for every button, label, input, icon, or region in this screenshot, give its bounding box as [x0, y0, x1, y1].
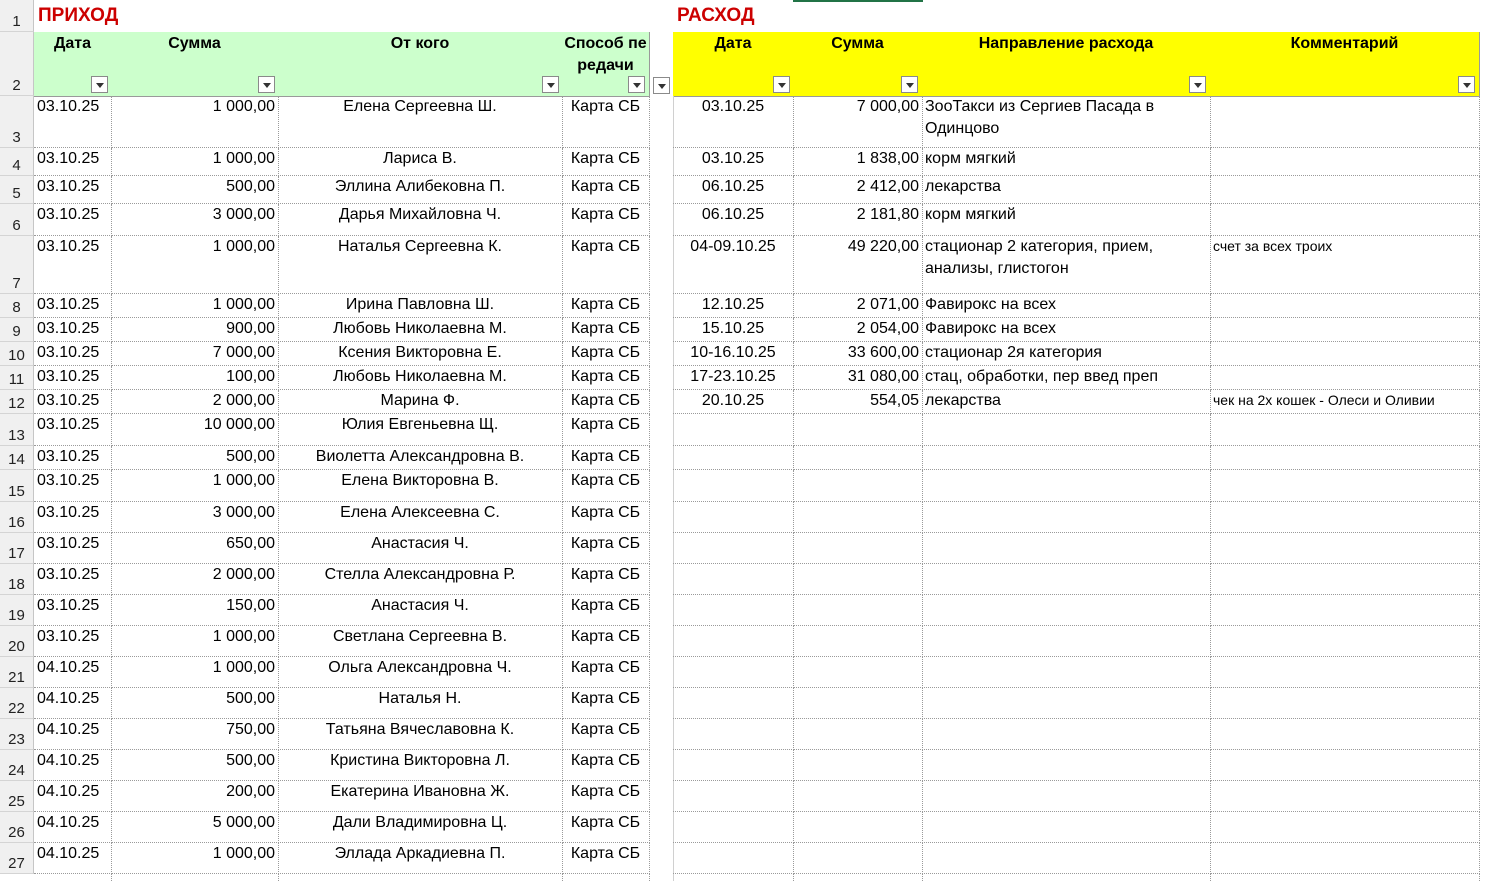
row-header[interactable]: 25: [0, 781, 34, 812]
income-cell-date[interactable]: 03.10.25: [34, 414, 112, 446]
expense-cell-purpose[interactable]: [922, 843, 1211, 874]
income-cell-from[interactable]: Кристина Викторовна Л.: [278, 750, 563, 781]
expense-cell-date[interactable]: 12.10.25: [673, 294, 794, 318]
expense-cell-purpose[interactable]: стационар 2я категория: [922, 342, 1211, 366]
expense-cell-comment[interactable]: [1210, 688, 1480, 719]
income-cell-amount[interactable]: 2 000,00: [111, 564, 279, 595]
expense-cell-date[interactable]: [673, 781, 794, 812]
expense-cell-comment[interactable]: [1210, 843, 1480, 874]
row-header[interactable]: 12: [0, 390, 34, 414]
expense-cell-comment[interactable]: [1210, 470, 1480, 502]
income-cell-from[interactable]: Эллада Аркадиевна П.: [278, 843, 563, 874]
expense-cell-amount[interactable]: 2 181,80: [793, 204, 923, 236]
expense-cell-date[interactable]: 17-23.10.25: [673, 366, 794, 390]
row-header[interactable]: 5: [0, 176, 34, 204]
expense-cell-purpose[interactable]: [922, 446, 1211, 470]
income-cell-from[interactable]: Екатерина Ивановна Ж.: [278, 781, 563, 812]
income-cell-amount[interactable]: 7 000,00: [111, 342, 279, 366]
income-cell-method[interactable]: Карта СБ: [562, 176, 650, 204]
income-cell-method[interactable]: Карта СБ: [562, 533, 650, 564]
expense-cell-date[interactable]: 04-09.10.25: [673, 236, 794, 294]
expense-cell-date[interactable]: 10-16.10.25: [673, 342, 794, 366]
income-cell-date[interactable]: 03.10.25: [34, 96, 112, 148]
income-cell-amount[interactable]: 1 000,00: [111, 294, 279, 318]
partial-cell: [922, 874, 1211, 881]
row-header[interactable]: 7: [0, 236, 34, 294]
income-cell-amount[interactable]: 5 000,00: [111, 812, 279, 843]
income-cell-method[interactable]: Карта СБ: [562, 318, 650, 342]
row-header[interactable]: 16: [0, 502, 34, 533]
expense-header-purpose[interactable]: [922, 32, 1211, 97]
expense-cell-purpose[interactable]: [922, 750, 1211, 781]
expense-header-comment[interactable]: [1210, 32, 1480, 97]
filter-dropdown-icon[interactable]: [1458, 76, 1475, 93]
row-header[interactable]: 18: [0, 564, 34, 595]
expense-cell-date[interactable]: [673, 657, 794, 688]
row-header[interactable]: 9: [0, 318, 34, 342]
expense-cell-comment[interactable]: [1210, 294, 1480, 318]
expense-cell-date[interactable]: [673, 595, 794, 626]
expense-cell-purpose[interactable]: корм мягкий: [922, 204, 1211, 236]
income-cell-from[interactable]: Любовь Николаевна М.: [278, 366, 563, 390]
income-cell-from[interactable]: Анастасия Ч.: [278, 595, 563, 626]
income-cell-from[interactable]: Елена Сергеевна Ш.: [278, 96, 563, 148]
expense-cell-purpose[interactable]: [922, 414, 1211, 446]
income-cell-from[interactable]: Ирина Павловна Ш.: [278, 294, 563, 318]
income-cell-method[interactable]: Карта СБ: [562, 719, 650, 750]
expense-cell-comment[interactable]: [1210, 204, 1480, 236]
filter-dropdown-icon[interactable]: [773, 76, 790, 93]
income-cell-date[interactable]: 04.10.25: [34, 781, 112, 812]
income-cell-method[interactable]: Карта СБ: [562, 236, 650, 294]
income-header-method[interactable]: [562, 32, 650, 97]
income-cell-from[interactable]: Елена Алексеевна С.: [278, 502, 563, 533]
expense-cell-comment[interactable]: счет за всех троих: [1210, 236, 1480, 294]
expense-cell-purpose[interactable]: [922, 719, 1211, 750]
income-cell-amount[interactable]: 900,00: [111, 318, 279, 342]
partial-cell: [673, 874, 794, 881]
income-header-from-label: От кого: [390, 35, 450, 52]
expense-cell-date[interactable]: [673, 564, 794, 595]
income-cell-method[interactable]: Карта СБ: [562, 502, 650, 533]
row-header[interactable]: 23: [0, 719, 34, 750]
expense-cell-comment[interactable]: [1210, 595, 1480, 626]
income-cell-method[interactable]: Карта СБ: [562, 626, 650, 657]
expense-cell-purpose[interactable]: [922, 626, 1211, 657]
expense-header-purpose-label: Направление расхода: [978, 35, 1154, 52]
expense-cell-comment[interactable]: [1210, 414, 1480, 446]
expense-cell-comment[interactable]: [1210, 812, 1480, 843]
row-header[interactable]: 24: [0, 750, 34, 781]
expense-cell-comment[interactable]: [1210, 148, 1480, 176]
income-cell-date[interactable]: 04.10.25: [34, 843, 112, 874]
income-cell-amount[interactable]: 1 000,00: [111, 843, 279, 874]
expense-header-comment-label: Комментарий: [1290, 35, 1399, 52]
income-cell-amount[interactable]: 3 000,00: [111, 502, 279, 533]
income-cell-amount[interactable]: 500,00: [111, 446, 279, 470]
expense-cell-comment[interactable]: [1210, 446, 1480, 470]
income-cell-from[interactable]: Лариса В.: [278, 148, 563, 176]
expense-cell-purpose[interactable]: [922, 688, 1211, 719]
expense-cell-comment[interactable]: [1210, 318, 1480, 342]
expense-cell-date[interactable]: 06.10.25: [673, 204, 794, 236]
expense-cell-amount[interactable]: [793, 502, 923, 533]
expense-header-amount-label: Сумма: [831, 35, 884, 52]
expense-cell-amount[interactable]: 554,05: [793, 390, 923, 414]
filter-dropdown-icon[interactable]: [91, 76, 108, 93]
expense-cell-amount[interactable]: [793, 533, 923, 564]
partial-cell: [562, 874, 650, 881]
income-cell-date[interactable]: 03.10.25: [34, 176, 112, 204]
income-cell-amount[interactable]: 100,00: [111, 366, 279, 390]
income-cell-amount[interactable]: 10 000,00: [111, 414, 279, 446]
expense-cell-purpose[interactable]: корм мягкий: [922, 148, 1211, 176]
expense-cell-amount[interactable]: 1 838,00: [793, 148, 923, 176]
income-cell-method[interactable]: Карта СБ: [562, 470, 650, 502]
income-cell-amount[interactable]: 1 000,00: [111, 148, 279, 176]
income-cell-from[interactable]: Дали Владимировна Ц.: [278, 812, 563, 843]
expense-cell-date[interactable]: [673, 626, 794, 657]
expense-cell-comment[interactable]: [1210, 719, 1480, 750]
income-cell-method[interactable]: Карта СБ: [562, 366, 650, 390]
partial-cell: [34, 874, 112, 881]
filter-dropdown-icon[interactable]: [1189, 76, 1206, 93]
income-cell-amount[interactable]: 500,00: [111, 176, 279, 204]
income-cell-method[interactable]: Карта СБ: [562, 564, 650, 595]
income-cell-date[interactable]: 03.10.25: [34, 533, 112, 564]
income-cell-method[interactable]: Карта СБ: [562, 843, 650, 874]
income-cell-method[interactable]: Карта СБ: [562, 148, 650, 176]
income-cell-date[interactable]: 03.10.25: [34, 446, 112, 470]
income-cell-from[interactable]: Эллина Алибековна П.: [278, 176, 563, 204]
expense-cell-purpose[interactable]: лекарства: [922, 176, 1211, 204]
row-header[interactable]: 1: [0, 0, 34, 32]
expense-header-date-label: Дата: [714, 35, 752, 52]
expense-cell-amount[interactable]: [793, 719, 923, 750]
expense-cell-amount[interactable]: [793, 843, 923, 874]
income-header-method-label: Способ передачи: [564, 35, 647, 74]
income-header-date[interactable]: [34, 32, 112, 97]
income-cell-from[interactable]: Юлия Евгеньевна Щ.: [278, 414, 563, 446]
row-header[interactable]: 14: [0, 446, 34, 470]
row-header[interactable]: 6: [0, 204, 34, 236]
expense-cell-purpose[interactable]: Фавирокс на всех: [922, 318, 1211, 342]
expense-cell-amount[interactable]: 31 080,00: [793, 366, 923, 390]
income-cell-date[interactable]: 04.10.25: [34, 750, 112, 781]
income-cell-date[interactable]: 04.10.25: [34, 812, 112, 843]
expense-cell-date[interactable]: [673, 502, 794, 533]
expense-cell-amount[interactable]: [793, 414, 923, 446]
filter-dropdown-icon[interactable]: [542, 76, 559, 93]
expense-cell-date[interactable]: [673, 719, 794, 750]
income-cell-method[interactable]: Карта СБ: [562, 204, 650, 236]
expense-cell-date[interactable]: [673, 414, 794, 446]
income-cell-amount[interactable]: 1 000,00: [111, 236, 279, 294]
expense-cell-comment[interactable]: [1210, 750, 1480, 781]
income-cell-method[interactable]: Карта СБ: [562, 812, 650, 843]
row-header[interactable]: 21: [0, 657, 34, 688]
income-header-date-label: Дата: [53, 35, 92, 52]
expense-cell-amount[interactable]: [793, 470, 923, 502]
filter-dropdown-icon[interactable]: [901, 76, 918, 93]
expense-cell-comment[interactable]: [1210, 96, 1480, 148]
expense-cell-date[interactable]: [673, 688, 794, 719]
expense-cell-amount[interactable]: [793, 812, 923, 843]
income-cell-date[interactable]: 04.10.25: [34, 719, 112, 750]
income-cell-date[interactable]: 03.10.25: [34, 236, 112, 294]
expense-cell-comment[interactable]: [1210, 533, 1480, 564]
row-header[interactable]: 10: [0, 342, 34, 366]
expense-cell-purpose[interactable]: [922, 657, 1211, 688]
row-header[interactable]: 20: [0, 626, 34, 657]
income-cell-method[interactable]: Карта СБ: [562, 595, 650, 626]
expense-cell-amount[interactable]: 33 600,00: [793, 342, 923, 366]
income-cell-from[interactable]: Наталья Сергеевна К.: [278, 236, 563, 294]
income-cell-method[interactable]: Карта СБ: [562, 446, 650, 470]
income-cell-from[interactable]: Анастасия Ч.: [278, 533, 563, 564]
income-cell-date[interactable]: 04.10.25: [34, 657, 112, 688]
row-header[interactable]: 22: [0, 688, 34, 719]
expense-cell-purpose[interactable]: стационар 2 категория, прием, анализы, глистогон: [922, 236, 1211, 294]
income-cell-method[interactable]: Карта СБ: [562, 750, 650, 781]
income-cell-method[interactable]: Карта СБ: [562, 390, 650, 414]
expense-cell-amount[interactable]: [793, 626, 923, 657]
expense-cell-purpose[interactable]: лекарства: [922, 390, 1211, 414]
expense-cell-amount[interactable]: [793, 657, 923, 688]
expense-cell-purpose[interactable]: [922, 781, 1211, 812]
row-header[interactable]: 8: [0, 294, 34, 318]
expense-cell-date[interactable]: [673, 843, 794, 874]
income-cell-from[interactable]: Дарья Михайловна Ч.: [278, 204, 563, 236]
income-cell-from[interactable]: Светлана Сергеевна В.: [278, 626, 563, 657]
expense-cell-date[interactable]: 20.10.25: [673, 390, 794, 414]
income-cell-from[interactable]: Стелла Александровна Р.: [278, 564, 563, 595]
income-cell-from[interactable]: Ольга Александровна Ч.: [278, 657, 563, 688]
income-cell-date[interactable]: 03.10.25: [34, 366, 112, 390]
expense-cell-date[interactable]: [673, 750, 794, 781]
expense-cell-purpose[interactable]: Фавирокс на всех: [922, 294, 1211, 318]
expense-cell-comment[interactable]: [1210, 626, 1480, 657]
filter-dropdown-icon[interactable]: [653, 77, 670, 94]
income-cell-amount[interactable]: 500,00: [111, 688, 279, 719]
income-cell-method[interactable]: Карта СБ: [562, 414, 650, 446]
expense-cell-date[interactable]: 03.10.25: [673, 148, 794, 176]
expense-cell-comment[interactable]: [1210, 366, 1480, 390]
income-cell-date[interactable]: 03.10.25: [34, 390, 112, 414]
income-cell-date[interactable]: 03.10.25: [34, 626, 112, 657]
expense-cell-date[interactable]: 15.10.25: [673, 318, 794, 342]
expense-cell-date[interactable]: [673, 812, 794, 843]
row-header[interactable]: 11: [0, 366, 34, 390]
partial-cell: [278, 874, 563, 881]
income-cell-date[interactable]: 03.10.25: [34, 148, 112, 176]
income-header-amount-label: Сумма: [168, 35, 221, 52]
income-cell-method[interactable]: Карта СБ: [562, 96, 650, 148]
row-header[interactable]: 4: [0, 148, 34, 176]
expense-cell-purpose[interactable]: [922, 502, 1211, 533]
income-cell-amount[interactable]: 500,00: [111, 750, 279, 781]
expense-title[interactable]: РАСХОД: [677, 5, 755, 26]
expense-cell-amount[interactable]: 2 071,00: [793, 294, 923, 318]
expense-cell-comment[interactable]: чек на 2х кошек - Олеси и Оливии: [1210, 390, 1480, 414]
partial-cell: [793, 874, 923, 881]
income-cell-date[interactable]: 03.10.25: [34, 294, 112, 318]
income-cell-amount[interactable]: 200,00: [111, 781, 279, 812]
income-cell-date[interactable]: 03.10.25: [34, 470, 112, 502]
expense-cell-amount[interactable]: 2 412,00: [793, 176, 923, 204]
income-cell-method[interactable]: Карта СБ: [562, 657, 650, 688]
expense-cell-amount[interactable]: [793, 688, 923, 719]
income-cell-amount[interactable]: 150,00: [111, 595, 279, 626]
income-cell-date[interactable]: 03.10.25: [34, 342, 112, 366]
expense-cell-amount[interactable]: [793, 781, 923, 812]
expense-cell-amount[interactable]: 2 054,00: [793, 318, 923, 342]
income-header-amount[interactable]: [111, 32, 279, 97]
row-header[interactable]: 2: [0, 32, 34, 96]
expense-cell-purpose[interactable]: ЗооТакси из Сергиев Пасада в Одинцово: [922, 96, 1211, 148]
expense-cell-amount[interactable]: 7 000,00: [793, 96, 923, 148]
expense-cell-date[interactable]: 06.10.25: [673, 176, 794, 204]
income-cell-amount[interactable]: 1 000,00: [111, 470, 279, 502]
income-cell-method[interactable]: Карта СБ: [562, 781, 650, 812]
income-cell-amount[interactable]: 650,00: [111, 533, 279, 564]
income-cell-date[interactable]: 03.10.25: [34, 502, 112, 533]
income-cell-amount[interactable]: 750,00: [111, 719, 279, 750]
row-header[interactable]: 15: [0, 470, 34, 502]
expense-cell-purpose[interactable]: [922, 533, 1211, 564]
row-header[interactable]: 3: [0, 96, 34, 148]
income-header-from[interactable]: [278, 32, 563, 97]
expense-cell-amount[interactable]: [793, 564, 923, 595]
partial-cell: [111, 874, 279, 881]
income-cell-amount[interactable]: 3 000,00: [111, 204, 279, 236]
expense-cell-amount[interactable]: 49 220,00: [793, 236, 923, 294]
row-header[interactable]: 26: [0, 812, 34, 843]
income-cell-date[interactable]: 03.10.25: [34, 595, 112, 626]
row-header[interactable]: 13: [0, 414, 34, 446]
filter-dropdown-icon[interactable]: [628, 76, 645, 93]
expense-cell-comment[interactable]: [1210, 781, 1480, 812]
row-header[interactable]: 19: [0, 595, 34, 626]
expense-cell-comment[interactable]: [1210, 176, 1480, 204]
row-header[interactable]: 27: [0, 843, 34, 874]
income-cell-amount[interactable]: 1 000,00: [111, 657, 279, 688]
partial-cell: [1210, 874, 1480, 881]
row-header[interactable]: 17: [0, 533, 34, 564]
expense-cell-amount[interactable]: [793, 446, 923, 470]
income-cell-amount[interactable]: 1 000,00: [111, 626, 279, 657]
expense-cell-comment[interactable]: [1210, 564, 1480, 595]
income-cell-date[interactable]: 03.10.25: [34, 204, 112, 236]
income-cell-from[interactable]: Виолетта Александровна В.: [278, 446, 563, 470]
expense-header-date[interactable]: [673, 32, 794, 97]
income-cell-from[interactable]: Татьяна Вячеславовна К.: [278, 719, 563, 750]
expense-header-amount[interactable]: [793, 32, 923, 97]
income-cell-method[interactable]: Карта СБ: [562, 342, 650, 366]
income-cell-from[interactable]: Наталья Н.: [278, 688, 563, 719]
selected-column-indicator: [793, 0, 923, 2]
income-cell-date[interactable]: 03.10.25: [34, 318, 112, 342]
income-cell-method[interactable]: Карта СБ: [562, 688, 650, 719]
income-cell-date[interactable]: 04.10.25: [34, 688, 112, 719]
expense-cell-amount[interactable]: [793, 595, 923, 626]
expense-cell-amount[interactable]: [793, 750, 923, 781]
income-title[interactable]: ПРИХОД: [38, 5, 119, 26]
expense-cell-purpose[interactable]: [922, 595, 1211, 626]
income-cell-from[interactable]: Любовь Николаевна М.: [278, 318, 563, 342]
expense-cell-purpose[interactable]: [922, 470, 1211, 502]
expense-cell-purpose[interactable]: стац, обработки, пер введ преп: [922, 366, 1211, 390]
income-cell-amount[interactable]: 2 000,00: [111, 390, 279, 414]
expense-cell-date[interactable]: [673, 533, 794, 564]
expense-cell-date[interactable]: [673, 446, 794, 470]
income-cell-from[interactable]: Марина Ф.: [278, 390, 563, 414]
income-cell-method[interactable]: Карта СБ: [562, 294, 650, 318]
expense-cell-date[interactable]: 03.10.25: [673, 96, 794, 148]
expense-cell-date[interactable]: [673, 470, 794, 502]
expense-cell-comment[interactable]: [1210, 342, 1480, 366]
income-cell-amount[interactable]: 1 000,00: [111, 96, 279, 148]
income-cell-from[interactable]: Ксения Викторовна Е.: [278, 342, 563, 366]
expense-cell-comment[interactable]: [1210, 657, 1480, 688]
income-cell-from[interactable]: Елена Викторовна В.: [278, 470, 563, 502]
income-cell-date[interactable]: 03.10.25: [34, 564, 112, 595]
expense-cell-purpose[interactable]: [922, 564, 1211, 595]
expense-cell-purpose[interactable]: [922, 812, 1211, 843]
expense-cell-comment[interactable]: [1210, 502, 1480, 533]
filter-dropdown-icon[interactable]: [258, 76, 275, 93]
